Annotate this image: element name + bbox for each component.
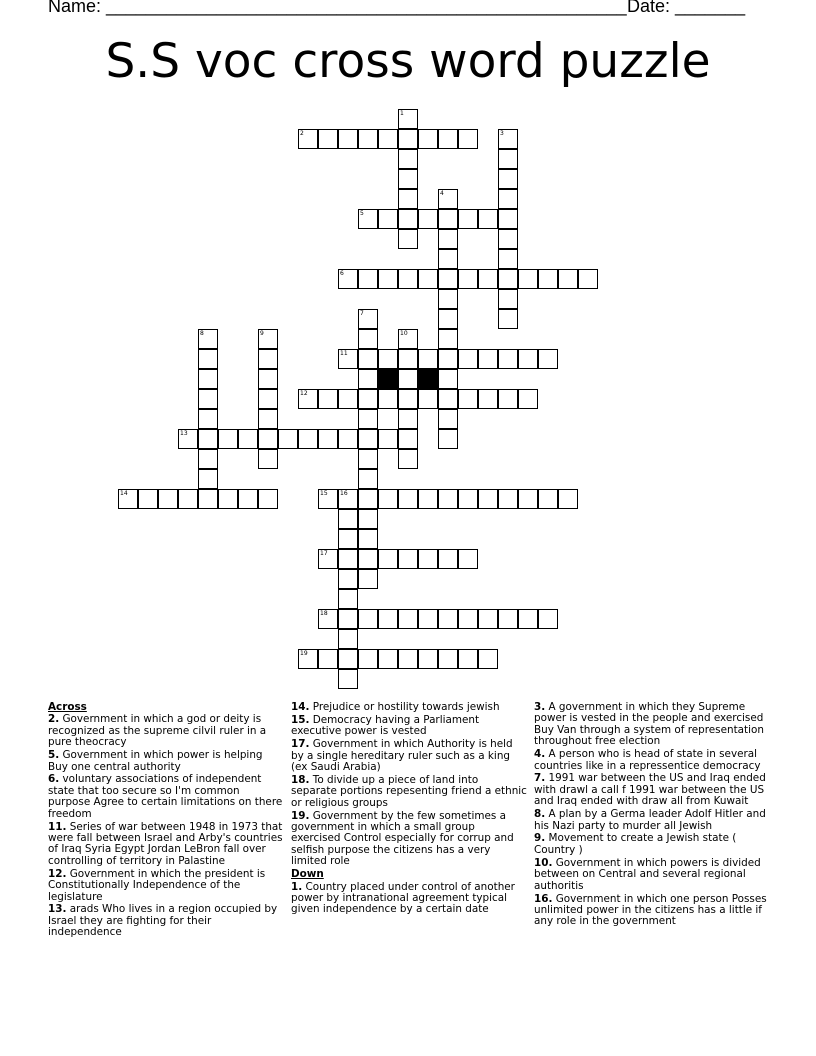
clue-number: 8	[200, 330, 204, 337]
clue-down-10: 10. Government in which powers is divided between on Central and several regional authoritis	[534, 856, 761, 892]
clues-column-1	[48, 702, 284, 940]
grid-cell[interactable]	[198, 329, 218, 349]
grid-cell[interactable]	[118, 489, 138, 509]
grid-cell[interactable]	[358, 309, 378, 329]
grid-cell[interactable]	[398, 429, 418, 449]
clue-number: 3	[500, 130, 504, 137]
clue-number: 18	[320, 610, 328, 617]
grid-cell[interactable]	[418, 389, 438, 409]
grid-cell[interactable]	[398, 409, 418, 429]
grid-cell[interactable]	[418, 209, 438, 229]
clue-down-7: 7. 1991 war between the US and Iraq ended with drawl a call f 1991 war between the US and Iraq ended with draw all from Kuwait	[534, 772, 766, 808]
grid-cell[interactable]	[198, 409, 218, 429]
grid-cell[interactable]	[238, 429, 258, 449]
clue-down-3: 3. A government in which they Supreme power is vested in the people and exercised Buy Van through a system of representation throughout free election	[534, 701, 764, 748]
grid-cell[interactable]	[358, 569, 378, 589]
grid-cell[interactable]	[338, 669, 358, 689]
grid-cell[interactable]	[438, 129, 458, 149]
grid-cell[interactable]	[498, 609, 518, 629]
clues-column-3	[534, 702, 770, 929]
grid-cell[interactable]	[378, 349, 398, 369]
grid-cell[interactable]	[498, 129, 518, 149]
grid-cell[interactable]	[458, 209, 478, 229]
grid-cell[interactable]	[338, 429, 358, 449]
clue-down-4: 4. A person who is head of state in several countries like in a repressentice democracy	[534, 748, 761, 772]
grid-cell[interactable]	[458, 269, 478, 289]
grid-cell[interactable]	[258, 429, 278, 449]
clue-across-5: 5. Government in which power is helping Buy one central authority	[48, 749, 263, 773]
grid-cell[interactable]	[138, 489, 158, 509]
date-field-label: Date: _______	[627, 0, 746, 16]
clue-number: 5	[360, 210, 364, 217]
grid-cell[interactable]	[378, 489, 398, 509]
grid-cell[interactable]	[398, 649, 418, 669]
grid-cell[interactable]	[318, 429, 338, 449]
grid-cell[interactable]	[298, 649, 318, 669]
grid-cell[interactable]	[478, 489, 498, 509]
grid-cell[interactable]	[438, 329, 458, 349]
grid-cell[interactable]	[458, 649, 478, 669]
grid-cell[interactable]	[538, 269, 558, 289]
grid-cell[interactable]	[398, 489, 418, 509]
grid-cell[interactable]	[378, 429, 398, 449]
grid-cell[interactable]	[498, 349, 518, 369]
grid-cell[interactable]	[358, 209, 378, 229]
grid-cell[interactable]	[518, 349, 538, 369]
grid-cell[interactable]	[338, 569, 358, 589]
clue-number: 4	[440, 190, 444, 197]
grid-cell[interactable]	[358, 409, 378, 429]
grid-cell[interactable]	[438, 289, 458, 309]
grid-cell[interactable]	[178, 429, 198, 449]
grid-cell[interactable]	[498, 209, 518, 229]
clue-down-1: 1. Country placed under control of another power by intranational agreement typical given independence by a certain date	[291, 880, 515, 916]
grid-cell[interactable]	[418, 609, 438, 629]
grid-cell[interactable]	[558, 269, 578, 289]
grid-cell[interactable]	[238, 489, 258, 509]
clue-number: 2	[300, 130, 304, 137]
grid-cell[interactable]	[338, 609, 358, 629]
grid-cell[interactable]	[338, 529, 358, 549]
clue-number: 17	[320, 550, 328, 557]
grid-cell[interactable]	[538, 349, 558, 369]
grid-cell[interactable]	[438, 209, 458, 229]
clue-number: 10	[400, 330, 408, 337]
clue-number: 9	[260, 330, 264, 337]
grid-cell[interactable]	[378, 549, 398, 569]
grid-cell[interactable]	[338, 589, 358, 609]
grid-cell[interactable]	[398, 149, 418, 169]
grid-cell[interactable]	[438, 369, 458, 389]
grid-cell[interactable]	[418, 649, 438, 669]
grid-cell[interactable]	[558, 489, 578, 509]
clue-across-18: 18. To divide up a piece of land into separate portions repesenting friend a ethnic or religious groups	[291, 773, 527, 809]
down-heading: Down	[291, 868, 324, 881]
grid-cell[interactable]	[418, 269, 438, 289]
grid-cell[interactable]	[458, 609, 478, 629]
grid-cell[interactable]	[478, 269, 498, 289]
grid-cell[interactable]	[478, 349, 498, 369]
clue-number: 11	[340, 350, 348, 357]
clue-number: 6	[340, 270, 344, 277]
grid-cell[interactable]	[478, 389, 498, 409]
grid-cell[interactable]	[498, 289, 518, 309]
grid-cell[interactable]	[418, 129, 438, 149]
grid-cell[interactable]	[398, 189, 418, 209]
grid-cell[interactable]	[198, 449, 218, 469]
grid-cell[interactable]	[318, 389, 338, 409]
grid-cell[interactable]	[458, 489, 478, 509]
grid-cell[interactable]	[438, 549, 458, 569]
grid-cell[interactable]	[358, 329, 378, 349]
grid-cell[interactable]	[298, 129, 318, 149]
grid-cell[interactable]	[538, 609, 558, 629]
grid-cell[interactable]	[258, 389, 278, 409]
clue-across-2: 2. Government in which a god or deity is recognized as the supreme cilvil ruler in a pure theocracy	[48, 713, 267, 749]
grid-cell[interactable]	[258, 409, 278, 429]
grid-cell[interactable]	[458, 349, 478, 369]
grid-cell[interactable]	[358, 369, 378, 389]
grid-cell[interactable]	[338, 649, 358, 669]
grid-cell[interactable]	[398, 349, 418, 369]
grid-cell[interactable]	[378, 649, 398, 669]
clue-number: 12	[300, 390, 308, 397]
grid-cell[interactable]	[258, 449, 278, 469]
grid-cell[interactable]	[398, 269, 418, 289]
clue-number: 15	[320, 490, 328, 497]
grid-cell[interactable]	[498, 229, 518, 249]
grid-cell[interactable]	[458, 129, 478, 149]
grid-cell[interactable]	[198, 469, 218, 489]
grid-cell[interactable]	[458, 549, 478, 569]
grid-cell[interactable]	[398, 329, 418, 349]
grid-cell[interactable]	[438, 429, 458, 449]
grid-cell[interactable]	[358, 649, 378, 669]
grid-cell[interactable]	[438, 609, 458, 629]
grid-cell[interactable]	[398, 389, 418, 409]
name-field-label: Name: ____________________________________________________	[48, 0, 627, 16]
grid-cell[interactable]	[358, 389, 378, 409]
grid-cell[interactable]	[478, 609, 498, 629]
grid-cell[interactable]	[518, 609, 538, 629]
grid-black-cell	[418, 369, 438, 389]
grid-cell[interactable]	[538, 489, 558, 509]
grid-cell[interactable]	[338, 629, 358, 649]
grid-cell[interactable]	[478, 209, 498, 229]
grid-cell[interactable]	[338, 389, 358, 409]
clue-number: 16	[340, 490, 348, 497]
grid-cell[interactable]	[498, 149, 518, 169]
grid-cell[interactable]	[338, 129, 358, 149]
grid-cell[interactable]	[318, 549, 338, 569]
grid-cell[interactable]	[358, 349, 378, 369]
grid-cell[interactable]	[418, 349, 438, 369]
grid-cell[interactable]	[438, 189, 458, 209]
clue-across-11: 11. Series of war between 1948 in 1973 that were fall between Israel and Arby's countries of Iraq Syria Egypt Jordan LeBron fall over controlling of territory in Palastine	[48, 820, 283, 867]
grid-cell[interactable]	[218, 489, 238, 509]
grid-cell[interactable]	[398, 609, 418, 629]
grid-cell[interactable]	[358, 469, 378, 489]
page-title: S.S voc cross word puzzle	[105, 34, 711, 89]
grid-cell[interactable]	[378, 389, 398, 409]
grid-cell[interactable]	[398, 169, 418, 189]
grid-cell[interactable]	[218, 429, 238, 449]
grid-cell[interactable]	[338, 349, 358, 369]
grid-cell[interactable]	[358, 609, 378, 629]
grid-cell[interactable]	[438, 309, 458, 329]
grid-cell[interactable]	[298, 429, 318, 449]
grid-cell[interactable]	[358, 449, 378, 469]
grid-cell[interactable]	[438, 229, 458, 249]
clue-down-8: 8. A plan by a Germa leader Adolf Hitler and his Nazi party to murder all Jewish	[534, 808, 766, 832]
grid-cell[interactable]	[158, 489, 178, 509]
grid-cell[interactable]	[358, 269, 378, 289]
grid-cell[interactable]	[438, 409, 458, 429]
across-heading: Across	[48, 701, 87, 713]
grid-cell[interactable]	[378, 209, 398, 229]
grid-cell[interactable]	[198, 369, 218, 389]
grid-cell[interactable]	[498, 169, 518, 189]
grid-cell[interactable]	[338, 489, 358, 509]
grid-cell[interactable]	[198, 429, 218, 449]
grid-cell[interactable]	[358, 509, 378, 529]
clue-across-14: 14. Prejudice or hostility towards jewish	[291, 701, 500, 713]
grid-cell[interactable]	[478, 649, 498, 669]
grid-cell[interactable]	[198, 349, 218, 369]
grid-black-cell	[378, 369, 398, 389]
grid-cell[interactable]	[338, 509, 358, 529]
clue-across-17: 17. Government in which Authority is held by a single hereditary ruler such as a king (ex Saudi Arabia)	[291, 738, 513, 774]
grid-cell[interactable]	[398, 549, 418, 569]
grid-cell[interactable]	[318, 609, 338, 629]
clue-across-19: 19. Government by the few sometimes a government in which a small group exercised Control especially for corrup and selfish purpose the citizens has a very limited role	[291, 809, 514, 868]
grid-cell[interactable]	[258, 349, 278, 369]
grid-cell[interactable]	[258, 329, 278, 349]
grid-cell[interactable]	[358, 129, 378, 149]
grid-cell[interactable]	[458, 389, 478, 409]
grid-cell[interactable]	[358, 529, 378, 549]
grid-cell[interactable]	[438, 269, 458, 289]
grid-cell[interactable]	[398, 209, 418, 229]
grid-cell[interactable]	[358, 489, 378, 509]
grid-cell[interactable]	[258, 369, 278, 389]
grid-cell[interactable]	[318, 649, 338, 669]
grid-cell[interactable]	[438, 649, 458, 669]
clue-across-13: 13. arads Who lives in a region occupied by Israel they are fighting for their independence	[48, 903, 278, 939]
grid-cell[interactable]	[398, 109, 418, 129]
grid-cell[interactable]	[438, 249, 458, 269]
grid-cell[interactable]	[358, 429, 378, 449]
clue-across-12: 12. Government in which the president is Constitutionally Independence of the legislature	[48, 867, 266, 903]
clue-number: 1	[400, 110, 404, 117]
grid-cell[interactable]	[338, 269, 358, 289]
clue-across-6: 6. voluntary associations of independent state that too secure so I'm common purpose Agree to certain limitations on there freedom	[48, 773, 283, 820]
grid-cell[interactable]	[498, 389, 518, 409]
grid-cell[interactable]	[198, 489, 218, 509]
grid-cell[interactable]	[198, 389, 218, 409]
grid-cell[interactable]	[418, 489, 438, 509]
grid-cell[interactable]	[498, 269, 518, 289]
grid-cell[interactable]	[498, 189, 518, 209]
clue-number: 13	[180, 430, 188, 437]
grid-cell[interactable]	[398, 369, 418, 389]
grid-cell[interactable]	[378, 129, 398, 149]
grid-cell[interactable]	[498, 489, 518, 509]
grid-cell[interactable]	[178, 489, 198, 509]
grid-cell[interactable]	[438, 389, 458, 409]
grid-cell[interactable]	[258, 489, 278, 509]
grid-cell[interactable]	[318, 129, 338, 149]
grid-cell[interactable]	[498, 309, 518, 329]
grid-cell[interactable]	[398, 449, 418, 469]
grid-cell[interactable]	[518, 269, 538, 289]
grid-cell[interactable]	[298, 389, 318, 409]
grid-cell[interactable]	[578, 269, 598, 289]
clue-number: 14	[120, 490, 128, 497]
grid-cell[interactable]	[338, 549, 358, 569]
clue-number: 19	[300, 650, 308, 657]
clue-down-16: 16. Government in which one person Posses unlimited power in the citizens has a little if any role in the government	[534, 892, 767, 928]
clue-down-9: 9. Movement to create a Jewish state ( Country )	[534, 832, 737, 856]
clues-column-2	[291, 702, 527, 917]
grid-cell[interactable]	[418, 549, 438, 569]
grid-cell[interactable]	[398, 229, 418, 249]
grid-cell[interactable]	[518, 389, 538, 409]
grid-cell[interactable]	[398, 129, 418, 149]
clue-number: 7	[360, 310, 364, 317]
grid-cell[interactable]	[498, 249, 518, 269]
grid-cell[interactable]	[518, 489, 538, 509]
grid-cell[interactable]	[438, 349, 458, 369]
grid-cell[interactable]	[358, 549, 378, 569]
grid-cell[interactable]	[438, 489, 458, 509]
grid-cell[interactable]	[318, 489, 338, 509]
grid-cell[interactable]	[378, 269, 398, 289]
grid-cell[interactable]	[278, 429, 298, 449]
grid-cell[interactable]	[378, 609, 398, 629]
clue-across-15: 15. Democracy having a Parliament executive power is vested	[291, 713, 480, 738]
